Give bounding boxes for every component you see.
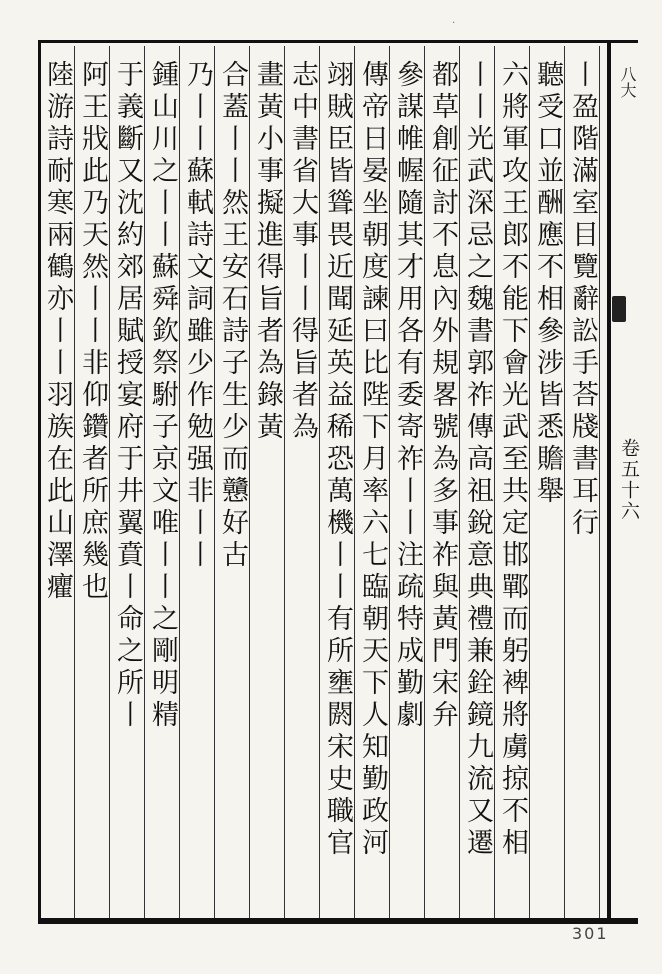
margin-ornament: 八大 [618, 66, 637, 98]
text-column: 都草創征討不息內外規畧號為多事祚與黃門宋弁 [427, 60, 458, 732]
page-number: 301 [572, 924, 609, 943]
text-column: 六將軍攻王郎不能下會光武至共定邯鄲而躬裨將虜掠不相 [497, 60, 528, 860]
text-column: 翊賊臣皆聳畏近聞延英益稀恐萬機丨丨有所壅閼宋史職官 [322, 60, 353, 860]
text-column: 聽受口並酬應不相參涉皆悉贍舉 [532, 60, 563, 508]
text-column: 于義斷又沈約郊居賦授宴府于井翼賁丨命之所丨 [112, 60, 143, 732]
text-column: 丨丨光武深忌之魏書郭祚傳高祖銳意典禮兼銓鏡九流又遷 [462, 60, 493, 860]
text-column: 陸游詩耐寒兩鶴亦丨丨羽族在此山澤癯 [42, 60, 73, 604]
page-border-right [607, 40, 611, 924]
text-column: 畫黃小事擬進得旨者為錄黃 [252, 60, 283, 444]
text-column: 參謀帷幄隨其才用各有委寄祚丨丨注疏特成勤劇 [392, 60, 423, 732]
text-column: 合蓋丨丨然王安石詩子生少而戇好古 [217, 60, 248, 572]
text-column: 志中書省大事丨丨得旨者為 [287, 60, 318, 444]
top-mark: · [452, 18, 456, 29]
text-column: 乃丨丨蘇軾詩文詞雖少作勉强非丨丨 [182, 60, 213, 572]
margin-tab [612, 296, 626, 322]
text-column: 丨盈階滿室目覽辭訟手荅牋書耳行 [567, 60, 598, 540]
text-column: 傳帝日晏坐朝度諫曰比陛下月率六七臨朝天下人知勤政河 [357, 60, 388, 860]
text-column: 阿王戕此乃天然丨丨非仰鑽者所庶幾也 [77, 60, 108, 604]
text-column: 鍾山川之丨丨蘇舜欽祭駙子京文唯丨丨之剛明精 [147, 60, 178, 732]
margin-volume-label: 卷五十六 [618, 438, 640, 522]
